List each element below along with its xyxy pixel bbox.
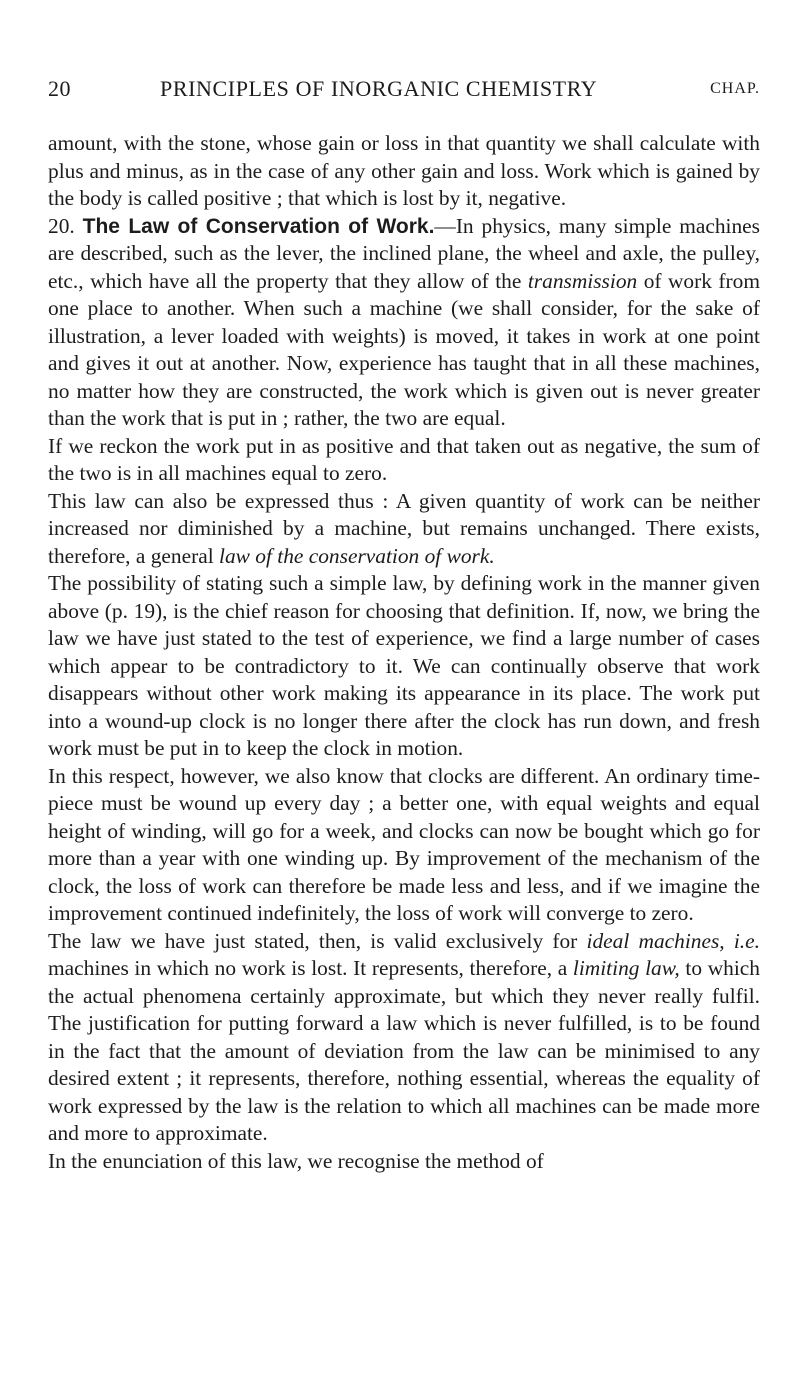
paragraph-ideal-machines: The law we have just stated, then, is valid exclusively for ideal machines, i.e. machines in which no work is lost. It represents, therefore, a limiting law, to which the actual phenomena certainly approximate, but which they never really fulfil. The justification for putting forward a law which is never fulfilled, is to be found in the fact that the amount of deviation from the law can be minimised to any desired extent ; it represents, therefore, nothing essential, whereas the equality of work expressed by the law is the relation to which all machines can be made more and more to approximate. xyxy=(48,928,760,1145)
emphasis-law-conservation: law of the conservation of work. xyxy=(219,543,495,568)
section-heading: The Law of Conservation of Work. xyxy=(82,214,435,238)
chapter-mark: CHAP. xyxy=(710,80,760,97)
paragraph-clocks: In this respect, however, we also know that clocks are different. An ordinary time-piece must be wound up every day ; a better one, with equal weights and equal height of winding, will go for a week, and clocks can now be bought which go for more than a year with one winding up. By improvement of the mechanism of the clock, the loss of work can therefore be made less and less, and if we imagine the improvement continued indefinitely, the loss of work will converge to zero. xyxy=(48,763,760,925)
emphasis-ideal-machines: ideal machines, i.e. xyxy=(586,928,760,953)
paragraph-section-20: 20. The Law of Conservation of Work.—In physics, many simple machines are described, such as the lever, the inclined plane, the wheel and axle, the pulley, etc., which have all the property that they allow of the transmission of work from one place to another. When such a machine (we shall consider, for the sake of illustration, a lever loaded with weights) is moved, it takes in work at one point and gives it out at another. Now, experience has taught that in all these machines, no matter how they are constructed, the work which is given out is never greater than the work that is put in ; rather, the two are equal. xyxy=(48,213,761,430)
page-number: 20 xyxy=(48,76,71,101)
running-title: PRINCIPLES OF INORGANIC CHEMISTRY xyxy=(160,76,598,101)
paragraph-possibility: The possibility of stating such a simple law, by defining work in the manner given above (p. 19), is the chief reason for choosing that definition. If, now, we bring the law we have just stated to the test of experience, we find a large number of cases which appear to be contradictory to it. We can continually observe that work disappears without other work making its appearance in its place. The work put into a wound-up clock is no longer there after the clock has run down, and fresh work must be put in to keep the clock in motion. xyxy=(48,571,760,760)
running-header xyxy=(48,76,760,108)
paragraph-enunciation: In the enunciation of this law, we recognise the method of xyxy=(48,1148,544,1173)
page-body xyxy=(48,130,760,1175)
paragraph-sum-zero: If we reckon the work put in as positive and that taken out as negative, the sum of the two is in all machines equal to zero. xyxy=(48,433,760,485)
paragraph-continued: amount, with the stone, whose gain or loss in that quantity we shall calculate with plus and minus, as in the case of any other gain and loss. Work which is gained by the body is called positive ; that which is lost by it, negative. xyxy=(48,131,760,210)
emphasis-limiting-law: limiting law, xyxy=(572,956,680,980)
section-number: 20. xyxy=(48,213,75,238)
emphasis-transmission: transmission xyxy=(527,268,638,293)
paragraph-law-statement: This law can also be expressed thus : A given quantity of work can be neither increased nor diminished by a machine, but remains unchanged. There exists, therefore, a general law of the conservation of work. xyxy=(48,488,760,568)
